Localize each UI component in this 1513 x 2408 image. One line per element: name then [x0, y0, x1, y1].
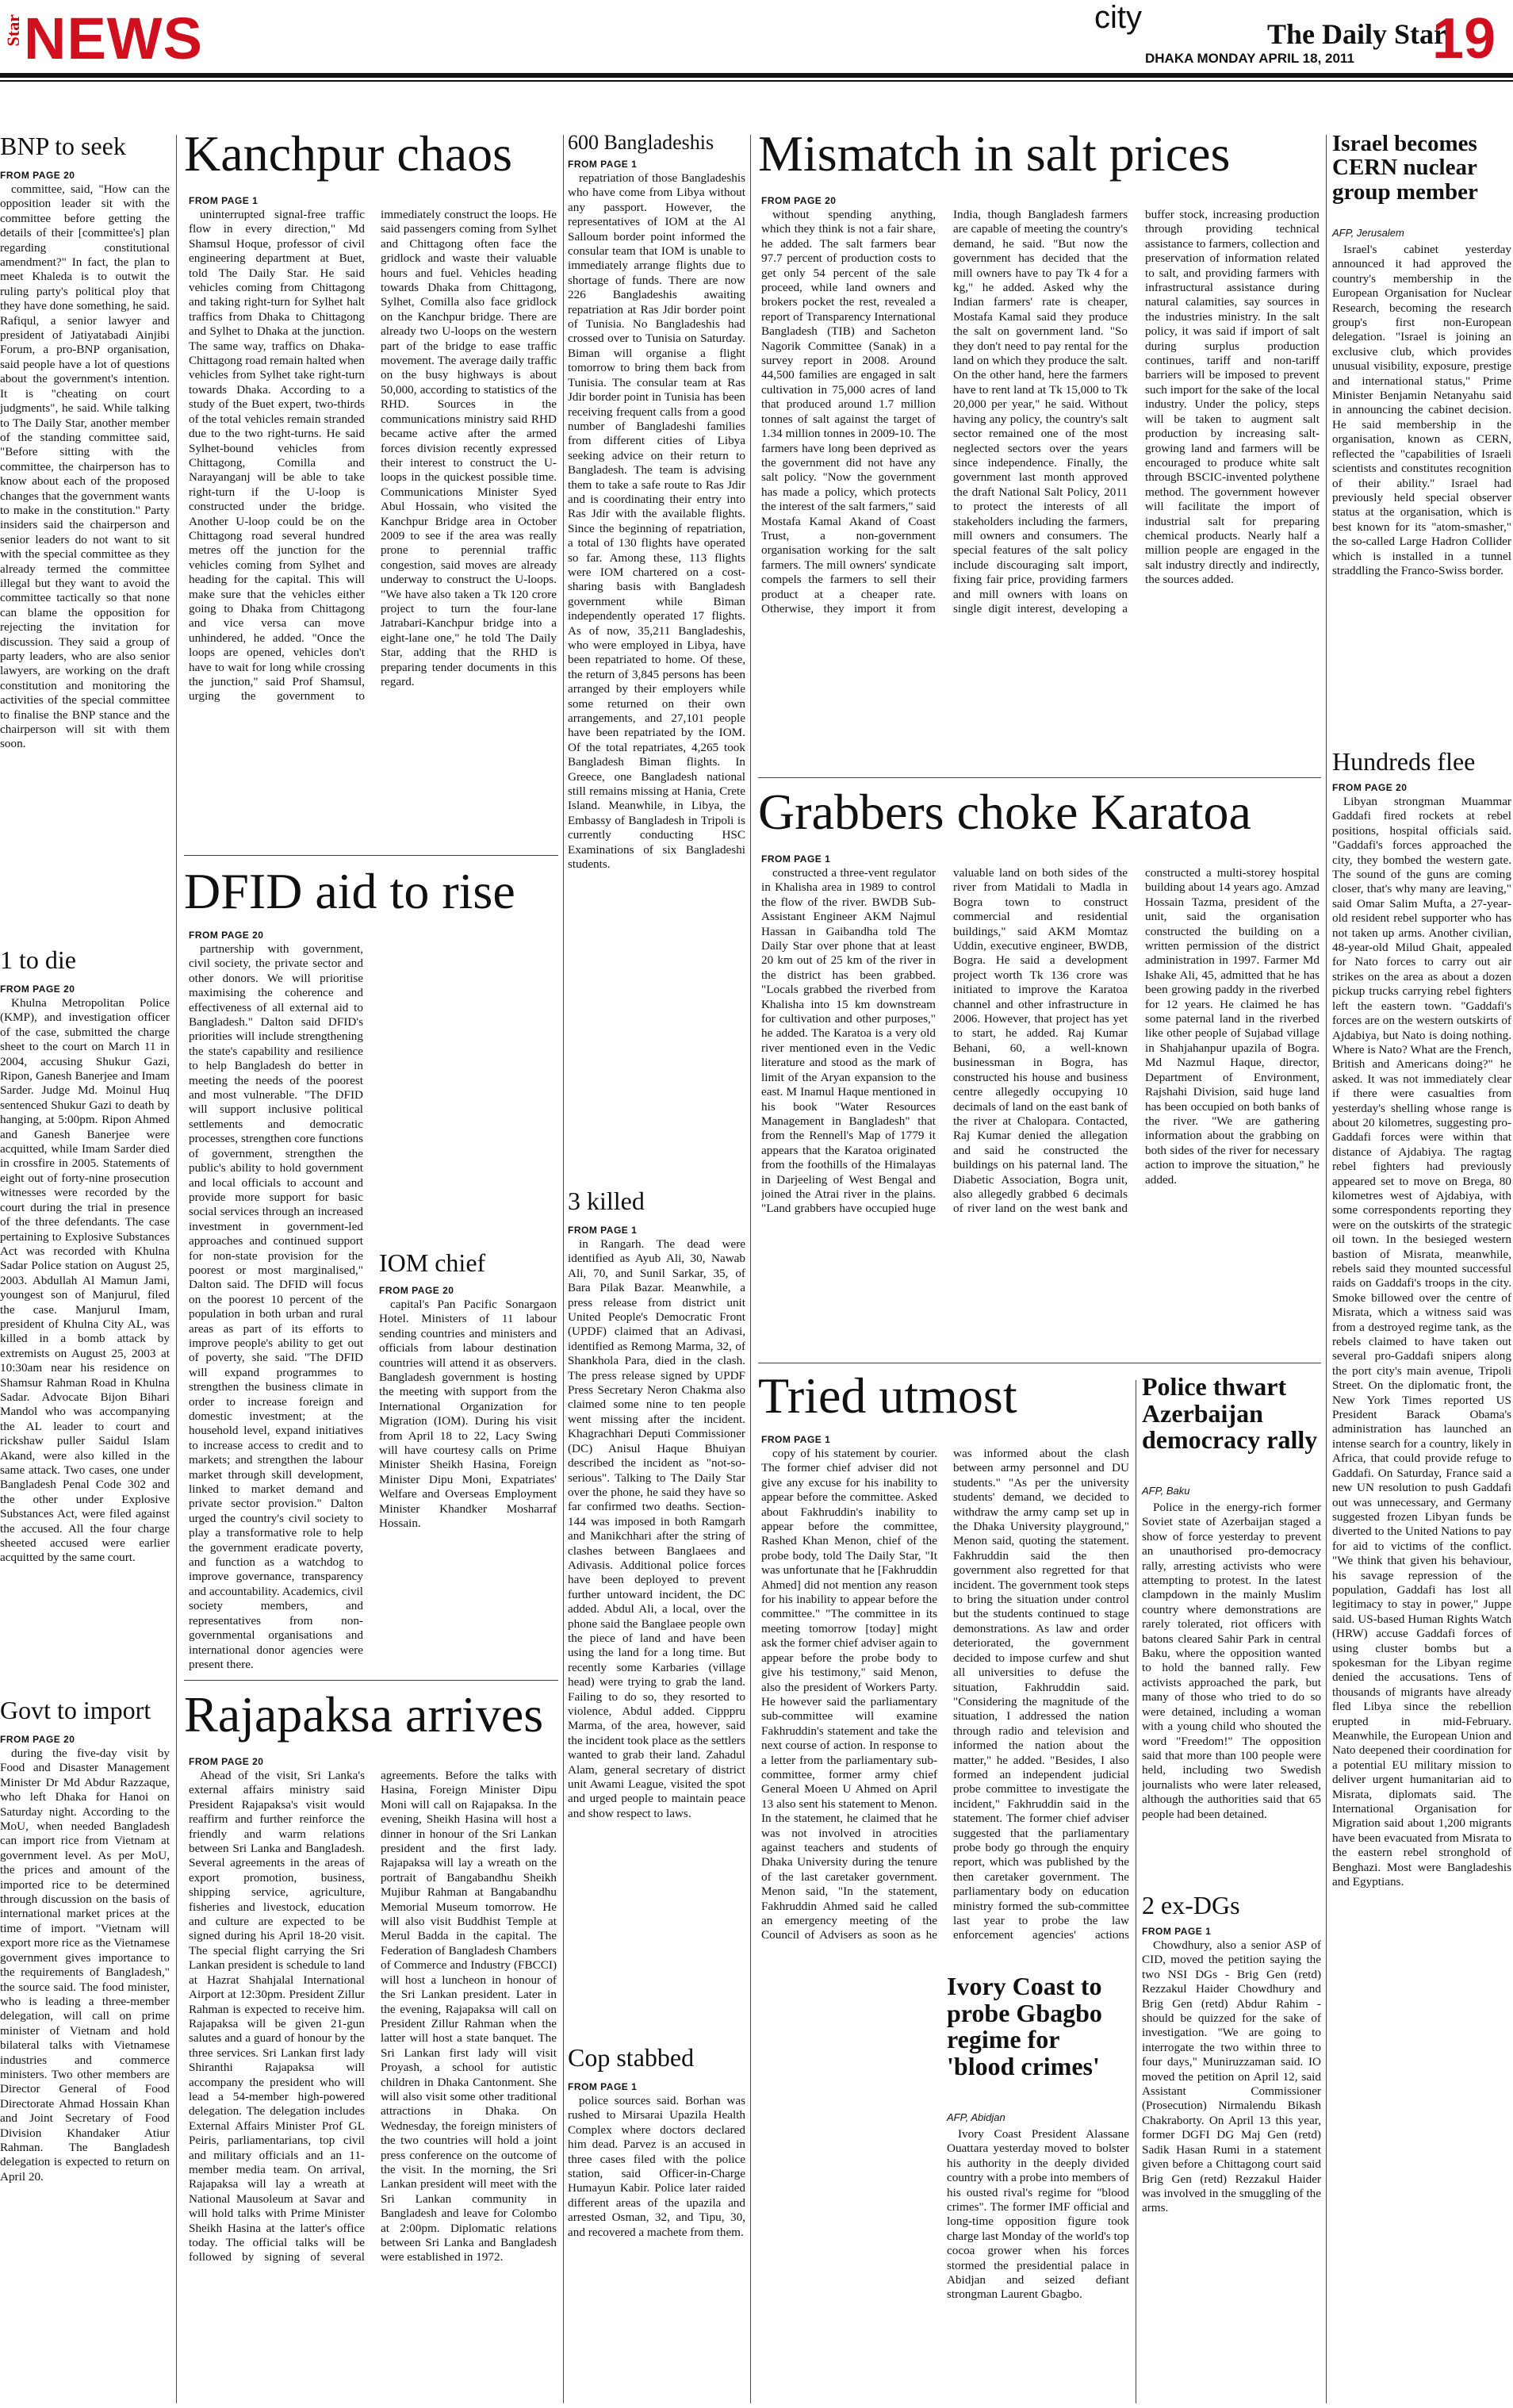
headline-cop-stabbed: Cop stabbed [568, 2043, 695, 2072]
story-azerbaijan-body: Police in the energy-rich former Soviet state of Azerbaijan staged a show of force yesterday to prevent an unauthorised pro-democracy rally, arresting activists who were attempting to protest. In the latest clampdown in the mainly Muslim country where demonstrations are rarely tolerated, riot officers with batons cleared Sahir Park in central Baku, where the opposition wanted to hold the banned rally. Few activists approached the park, but many of those who tried to do so were detained, including a woman with a young child who shouted the word "Freedom!" The opposition said that more than 100 people were held, including two Swedish journalists who were later released, although the authorities said that 65 people had been detained. [1142, 1501, 1321, 1821]
story-cern-body: Israel's cabinet yesterday announced it had approved the country's membership in the European Organisation for Nuclear Research, becoming the research group's first non-European delegation. "Israel is joining an exclusive club, which provides unusual visibility, exposure, prestige and international status," Prime Minister Benjamin Netanyahu said in announcing the cabinet decision. He said membership in the organisation, known as CERN, reflected the "capabilities of Israeli scientists and constitutes recognition of their ability." Israel had previously held special observer status at the organisation, which is best known for its "atom-smasher," the so-called Large Hadron Collider which is installed in a tunnel straddling the Franco-Swiss border. [1332, 243, 1511, 577]
kicker-2-ex-dgs: FROM PAGE 1 [1142, 1926, 1212, 1937]
story-divider [184, 855, 558, 856]
column-rule [563, 135, 564, 2403]
column-rule [750, 135, 751, 2403]
kicker-3-killed: FROM PAGE 1 [568, 1225, 638, 1236]
story-cop-stabbed-body: police sources said. Borhan was rushed to Mirsarai Upazila Health Complex where doctors declared him dead. Parvez is an accused in three cases filed with the police station, said Officer-in-Charge Humayun Kabir. Police later raided different areas of the upazila and arrested Osman, 32, and Tipu, 30, and recovered a machete from them. [568, 2094, 745, 2239]
dateline: DHAKA MONDAY APRIL 18, 2011 [1145, 51, 1354, 66]
story-2-ex-dgs-body: Chowdhury, also a senior ASP of CID, moved the petition saying the two NSI DGs - Brig Gen (retd) Rezzakul Haider Chowdhury and Brig Gen (retd) Abdur Rahim - should be quizzed for the sake of investigation. "We are going to interrogate the two within three to four days," Muniruzzaman said. IO moved the petition on April 12, said Assistant Commissioner (Prosecution) Nirmalendu Bikash Chakraborty. On April 13 this year, former DGFI DG Maj Gen (retd) Sadik Hasan Rumi in a statement given before a Chittagong court said Brig Gen (retd) Rezzakul Haider was involved in the smuggling of the arms. [1142, 1938, 1321, 2215]
kicker-600-bangladeshis: FROM PAGE 1 [568, 159, 638, 170]
subsection-label: city [1094, 0, 1142, 35]
byline-ivory-coast: AFP, Abidjan [947, 2111, 1005, 2123]
headline-govt-to-import: Govt to import [0, 1696, 151, 1724]
headline-grabbers: Grabbers choke Karatoa [758, 784, 1251, 840]
headline-bnp: BNP to seek [0, 132, 126, 160]
headline-azerbaijan: Police thwart Azerbaijan democracy rally [1142, 1372, 1318, 1455]
headline-salt: Mismatch in salt prices [758, 125, 1231, 182]
column-rule [1326, 135, 1327, 2403]
story-iom-body: capital's Pan Pacific Sonargaon Hotel. Ministers of 11 labour sending countries and ministers and officials from labour destination countries will attend it as observers. Bangladesh government is hosting the meeting with support from the International Organization for Migration (IOM). During his visit from April 18 to 22, Lacy Swing will have courtesy calls on Prime Minister Sheikh Hasina, Foreign Minister Dipu Moni, Expatriates' Welfare and Overseas Employment Minister Khandker Mosharraf Hossain. [379, 1298, 557, 1531]
headline-3-killed: 3 killed [568, 1187, 645, 1215]
kicker-1-to-die: FROM PAGE 20 [0, 984, 75, 995]
story-rajapaksa-body: Ahead of the visit, Sri Lanka's external affairs ministry said President Rajapaksa's visit would reaffirm and further reinforce the friendly and warm relations between Sri Lanka and Bangladesh. Several agreements in the areas of export promotion, business, shipping service, agriculture, fisheries and livestock, education and culture are expected to be signed during his April 18-20 visit. The special flight carrying the Sri Lankan president is schedule to land at Hazrat Shahjalal International Airport at 12:30pm. President Zillur Rahman is expected to receive him. Rajapaksa will be given 21-gun salutes and a guard of honour by the three services. Sri Lankan first lady Shiranthi Rajapaksa will accompany the president who will lead a 54-member high-powered delegation. The delegation includes External Affairs Minister Prof GL Peiris, parliamentarians, top civil and military officials and an 11-member media team. On arrival, Rajapaksa will lay a wreath at National Mausoleum at Savar and will hold talks with Prime Minister Sheikh Hasina at the latter's office today. The official talks will be followed by signing of several agreements. Before the talks with Hasina, Foreign Minister Dipu Moni will call on Rajapaksa. In the evening, Sheikh Hasina will host a dinner in honour of the Sri Lankan president and the first lady. Rajapaksa will lay a wreath on the portrait of Bangabandhu Sheikh Mujibur Rahman at Bangabandhu Memorial Museum tomorrow. He will also visit Buddhist Temple at Merul Badda in the capital. The Federation of Bangladesh Chambers of Commerce and Industry (FBCCI) will host a luncheon in honour of the Sri Lankan president. Later in the evening, Rajapaksa will call on President Zillur Rahman when the latter will host a state banquet. The Sri Lankan first lady will visit Proyash, a school for autistic children in Dhaka Cantonment. She will also visit some other traditional attractions in Dhaka. On Wednesday, the foreign ministers of the two countries will hold a joint press conference on the outcome of the visit. In the morning, the Sri Lankan president will meet with the Sri Lankan community in Bangladesh and leave for Colombo at 2:00pm. Diplomatic relations between Sri Lanka and Bangladesh were established in 1972. [189, 1769, 557, 2264]
story-hundreds-flee-body: Libyan strongman Muammar Gaddafi fired rockets at rebel positions, hospital officials said. "Gaddafi's forces approached the city, they bombed the western gate. The sound of the guns are coming closer, that's why many are leaving," said Omar Salim Mufta, a 27-year-old resident rebel supporter who has not taken up arms. Another civilian, 48-year-old Milud Ghait, appealed for Nato forces to carry out air strikes on the area as about a dozen pickup trucks carrying rebel fighters left the eastern town. "Gaddafi's forces are on the western outskirts of Ajdabiya, but Nato is doing nothing. Where is Nato? What are the French, British and Americans doing?" he asked. It was not immediately clear if there were casualties from yesterday's shelling whose range is about 20 kilometres, suggesting pro-Gaddafi forces were within that distance of Ajdabiya. The ragtag rebel fighters had previously appeared set to move on Brega, 80 kilometres west of Ajdabiya, with some correspondents reporting they were on the outskirts of the strategic oil town. In the besieged western bastion of Misrata, meanwhile, rebels said they mounted successful raids on Gaddafi's troops in the city. Smoke billowed over the centre of Misrata, which a witness said was from a destroyed regime tank, as the rebels claimed to have taken out several pro-Gaddafi snipers along the port city's main avenue, Tripoli Street. On the diplomatic front, the New York Times reported US President Barack Obama's administration has launched an intense search for a country, likely in Africa, that could provide refuge to Gaddafi. On Saturday, France said a new UN resolution to push Gaddafi out was unnecessary, and Germany suggested frozen Libyan funds be diverted to the United Nations to pay for aid to victims of the conflict. "We think that given his behaviour, his savage repression of the population, Gaddafi has lost all legitimacy to stay in power," Juppe said. US-based Human Rights Watch (HRW) accuse Gaddafi forces of using cluster bombs but a spokesman for the Libyan regime denied the accusations. Tens of thousands of migrants have already fled Libya since the rebellion erupted in mid-February. Meanwhile, the European Union and Nato deepened their coordination for a potential EU military mission to deliver urgent humanitarian aid to Misrata, diplomats said. The International Organisation for Migration said about 1,200 migrants have been evacuated from Misrata to the eastern rebel stronghold of Benghazi. Most were Bangladeshis and Egyptians. [1332, 795, 1511, 1889]
story-600-bangladeshis-body: repatriation of those Bangladeshis who have come from Libya without any passport. However, the representatives of IOM at the Al Salloum border point informed the consular team that IOM is unable to immediately arrange flights due to shortage of funds. There are now 226 Bangladeshis awaiting repatriation at Ras Jdir border point of Tunisia. No Bangladeshis had crossed over to Tunisia on Saturday. Biman will organise a flight tomorrow to bring them back from Tunisia. The consular team at Ras Jdir border point in Tunisia has been receiving frequent calls from a good number of Bangladeshi families from different cities of Libya seeking advice on their return to Bangladesh. The team is advising them to take a safe route to Ras Jdir and is coordinating their entry into Ras Jdir with the available flights. Since the beginning of repatriation, a total of 130 flights have operated so far. Among these, 113 flights were IOM chartered on a cost-sharing basis with Bangladesh government while Biman independently operated 17 flights. As of now, 35,211 Bangladeshis, who were employed in Libya, have been repatriated to home. Of these, the return of 3,845 persons has been arranged by their employers while some returned on their own arrangements, and 27,101 people have been repatriated by the IOM. Of the total repatriates, 4,265 took Bangladesh Biman flights. In Greece, one Bangladesh national still remains missing at Hania, Crete Island. Meanwhile, in Libya, the Embassy of Bangladesh in Tripoli is currently conducting HSC Examinations of six Bangladeshi students. [568, 171, 745, 872]
star-logo: Star [3, 14, 23, 47]
byline-cern: AFP, Jerusalem [1332, 227, 1404, 239]
headline-2-ex-dgs: 2 ex-DGs [1142, 1891, 1240, 1919]
headline-ivory-coast: Ivory Coast to probe Gbagbo regime for 'blood crimes' [947, 1972, 1102, 2080]
kicker-tried-utmost: FROM PAGE 1 [761, 1434, 831, 1445]
story-3-killed-body: in Rangarh. The dead were identified as Ayub Ali, 30, Nawab Ali, 70, and Sunil Sarkar, 35, of Bara Pilak Bazar. Meanwhile, a press release from district unit United People's Democratic Front (UPDF) claimed that an Adivasi, identified as Remong Marma, 32, of Shankhola Para, died in the clash. The press release signed by UPDF Press Secretary Neron Chakma also claimed some nine to ten people went missing after the incident. Khagrachhari Deputi Commissioner (DC) Anisul Haque Bhuiyan described the incident as "not-so-serious". Talking to The Daily Star over the phone, he said they have so far confirmed two deaths. Section-144 was imposed in both Ramgarh and Manikchhari after the string of clashes between Banglaees and Adivasis. Additional police forces have been deployed to prevent further untoward incident, the DC added. Abdul Ali, a local, over the phone said the Banglaee people own the piece of land and have been using the land for a long time. But recently some Karbaries (village head) were trying to grab the land. Failing to do so, they resorted to violence, Abdul added. Cipppru Marma, of the area, however, said the incident took place as the settlers wanted to grab their land. Zahadul Alam, general secretary of district unit Awami League, visited the spot and urged people to maintain peace and show respect to laws. [568, 1237, 745, 1820]
story-dfid-body: partnership with government, civil society, the private sector and other donors. We will prioritise maximising the coherence and effectiveness of all external aid to Bangladesh." Dalton said DFID's priorities will include strengthening the state's capability and resilience to help Bangladesh do better in meeting the needs of the poorest and most vulnerable. "The DFID will support inclusive political settlements and democratic processes, strengthen core functions of government, strengthen the public's ability to hold government and local officials to account and provide more support for basic social services through an increased investment in government-led approaches and continued support for non-state provision for the poorest or most marginalised," Dalton said. The DFID will focus on the poorest 10 percent of the population in both urban and rural areas as part of its efforts to improve people's ability to get out of poverty, she said. "The DFID will expand programmes to strengthen the business climate in order to increase foreign and domestic investment; at the household level, expand initiatives to increase access to credit and to markets; and strengthen the labour market through skill development, linked to market demand and private sector provision." Dalton urged the country's civil society to play a transformative role to help the government eradicate poverty, and function as a watchdog to improve governance, transparency and accountability. Academics, civil society members, and representatives from non-governmental organisations and international donor agencies were present there. [189, 942, 363, 1671]
story-divider [184, 1680, 558, 1681]
kicker-kanchpur: FROM PAGE 1 [189, 195, 259, 206]
headline-rajapaksa: Rajapaksa arrives [184, 1686, 544, 1743]
kicker-cop-stabbed: FROM PAGE 1 [568, 2081, 638, 2092]
story-kanchpur-body: uninterrupted signal-free traffic flow in every direction," Md Shamsul Hoque, professor of civil engineering department at Buet, told The Daily Star. He said vehicles coming from Chittagong and taking right-turn for Sylhet halt traffics from Dhaka to Chittagong and Sylhet to Dhaka at the junction. The same way, traffics on Dhaka-Chittagong road remain halted when vehicles from Sylhet take right-turn towards Dhaka. According to a study of the Buet expert, two-thirds of the total vehicles remain stranded due to the two right-turns. He said Sylhet-bound vehicles from Chittagong, Comilla and Narayanganj will be able to take right-turn if the U-loop is constructed under the bridge. Another U-loop could be on the Chittagong road several hundred metres off the junction for the vehicles coming from Sylhet and heading for the capital. This will make sure that the vehicles either going to Dhaka from Chittagong and vice versa can move unhindered, he added. "Once the loops are opened, vehicles don't have to wait for long while crossing the junction," said Prof Shamsul, urging the government to immediately construct the loops. He said passengers coming from Sylhet and Chittagong often face the gridlock and waste their valuable hours and fuel. Vehicles heading towards Dhaka from Chittagong, Sylhet, Comilla also face gridlock on the Kanchpur bridge. There are already two U-loops on the western part of the bridge to ease traffic movement. The average daily traffic on the busy highways is about 50,000, according to statistics of the RHD. Sources in the communications ministry said RHD became active after the armed forces division recently expressed their interest to construct the U-loops in the quickest possible time. Communications Minister Syed Abul Hossain, who visited the Kanchpur Bridge area in October 2009 to see if the area was really prone to perennial traffic congestion, said moves are already underway to construct the U-loops. "We have also taken a Tk 120 crore project to turn the four-lane Jatrabari-Kanchpur bridge into a eight-lane one," he told The Daily Star, adding that the RHD is preparing tender documents in this regard. [189, 208, 557, 704]
story-grabbers-body: constructed a three-vent regulator in Khalisha area in 1989 to control the flow of the river. BWDB Sub-Assistant Engineer AKM Najmul Hassan in Gaibandha told The Daily Star over phone that at least 20 km out of 25 km of the river in the district has been grabbed. "Locals grabbed the riverbed from Khalisha into 15 km downstream for cultivation and other purposes," he added. The Karatoa is a very old river mentioned even in the Vedic literature and stood as the mark of limit of the Aryan expansion to the east. M Inamul Haque mentioned in his book "Water Resources Management in Bangladesh" that from the Rennell's Map of 1779 it appears that the Karatoa originated from the foothills of the Himalayas in Darjeeling of West Bengal and joined the Atrai river in the plains. "Land grabbers have occupied huge valuable land on both sides of the river from Matidali to Madla in Bogra town to construct commercial and residential buildings," said AKM Momtaz Uddin, executive engineer, BWDB, Bogra. He said a development project worth Tk 136 crore was initiated to improve the Karatoa channel and other infrastructure in 2006. However, that project has yet to start, he added. Raj Kumar Behani, 60, a well-known businessman in Bogra, has constructed his house and business centre allegedly occupying 10 decimals of land on the east bank of the river at Chalopara. Contacted, Raj Kumar denied the allegation and said he constructed the buildings on his paternal land. The Diabetic Association, Bogra unit, also allegedly grabbed 6 decimals of river land on the west bank and constructed a multi-storey hospital building about 14 years ago. Amzad Hossain Tazma, president of the unit, said the organisation constructed the building on a written permission of the district administration in 1997. Farmer Md Ishake Ali, 45, admitted that he has been growing paddy in the riverbed for 12 years. He claimed he has some paternal land in the riverbed like other people of Sujabad village in Shahjahanpur upazila of Bogra. Md Nazmul Haque, director, Department of Environment, Rajshahi Division, said huge land has been occupied on both banks of the river. "We are gathering information about the grabbing on both sides of the river for necessary action to improve the situation," he added. [761, 866, 1320, 1216]
kicker-dfid: FROM PAGE 20 [189, 930, 264, 941]
masthead-rule-thin [0, 80, 1513, 82]
story-bnp-body: committee, said, "How can the opposition leader sit with the committee before getting the details of their [committee's] plan regarding constitutional amendment?" In fact, the plan to meet Khaleda is to outwit the ruling party's political ploy that they have done something, he said. Rafiqul, a senior lawyer and president of Jatiyatabadi Ainjibi Forum, a pro-BNP organisation, said people have a lot of questions about the government's intention. It is "cheating on court judgments", he said. While talking to The Daily Star, another member of the standing committee said, "Before sitting with the committee, the chairperson has to know about each of the proposed changes that the government wants to make in the constitution." Party insiders said the chairperson and senior leaders do not want to sit with the special committee as they already termed the committee illegal but they want to avoid the committee tactically so that none can blame the opposition for rejecting the invitation for discussion. They said a group of party leaders, who are also senior lawyers, are working on the draft constitution and monitoring the activities of the special committee to finalise the BNP stance and the chairperson will sit with them soon. [0, 182, 170, 751]
headline-iom: IOM chief [379, 1248, 486, 1277]
headline-tried-utmost: Tried utmost [758, 1367, 1017, 1424]
paper-name: The Daily Star [1267, 18, 1447, 50]
section-title: NEWS [24, 6, 203, 71]
story-tried-utmost-body: copy of his statement by courier. The former chief adviser did not give any excuse for his inability to appear before the committee. Asked about Fakhruddin's inability to appear before the committee, Rashed Khan Menon, chief of the probe body, told The Daily Star, "It was unfortunate that he [Fakhruddin Ahmed] did not mention any reason for his inability to appear before the committee." "The committee in its meeting tomorrow [today] might ask the former chief adviser again to appear before the probe body to give his testimony," said Menon, also the president of Workers Party. He however said the parliamentary sub-committee will examine Fakhruddin's statement and take the next course of action. In response to a letter from the parliamentary sub-committee, former army chief General Moeen U Ahmed on April 13 also sent his statement to Menon. In the statement, he claimed that he was not involved in atrocities against teachers and students of Dhaka University during the tenure of the last caretaker government. Menon said, "In the statement, Fakhruddin Ahmed said he called an emergency meeting of the Council of Advisers as soon as he was informed about the clash between army personnel and DU students." "As per the university students' demand, we decided to withdraw the army camp set up in the Dhaka University playground," Menon said, quoting the statement. Fakhruddin said the then government also regretted for that incident. The government took steps to bring the situation under control but the students continued to stage demonstrations. As law and order deteriorated, the government decided to impose curfew and shut all universities to defuse the situation, Fakhruddin said. "Considering the magnitude of the situation, I addressed the nation through radio and television and informed the nation about the matter," he added. "Besides, I also formed an independent judicial probe committee to investigate the incident," Fakhruddin said in the statement. The former chief adviser suggested that the parliamentary probe body go through the enquiry report, which was published by the then caretaker government. The parliamentary body on education ministry formed the sub-committee last year to probe the law enforcement agencies' actions [761, 1447, 1129, 1942]
byline-azerbaijan: AFP, Baku [1142, 1485, 1190, 1497]
story-salt-body: without spending anything, which they think is not a fair share, he added. The salt farmers bear 97.7 percent of production costs to get only 54 percent of the sale proceed, while land owners and brokers pocket the rest, revealed a report of Transparency International Bangladesh (TIB) and Sacheton Nagorik Committee (Sanak) in a survey report in 2008. Around 44,500 families are engaged in salt cultivation in 75,000 acres of land that produced around 1.7 million tonnes of salt against the target of 1.34 million tonnes in 2009-10. The farmers have long been deprived as the government did not have any salt policy. "Now the government has made a policy, which protects the interest of the salt farmers," said Mostafa Kamal Akand of Coast Trust, a non-government organisation working for the salt farmers. The mill owners' syndicate compels the farmers to sell their product at a cheaper rate. Otherwise, they import it from India, though Bangladesh farmers are capable of meeting the country's demand, he said. "But now the government has decided that the mill owners have to pay Tk 4 for a kg," he added. Asked why the Indian farmers' rate is cheaper, Mostafa Kamal said they produce the salt on government land. "So they don't need to pay rental for the land on which they produce the salt. On the other hand, here the farmers have to rent land at Tk 15,000 to Tk 20,000 per year," he said. Without having any policy, the country's salt sector remained one of the most neglected sectors over the years since independence. Finally, the government last month approved the draft National Salt Policy, 2011 to protect the interests of all stakeholders including the farmers, mill owners and consumers. The special features of the salt policy include discouraging salt import, fixing fair price, providing farmers and mill owners with loans on single digit interest, developing a buffer stock, increasing production through providing technical assistance to farmers, collection and preservation of information related to salt, and providing farmers with infrastructural assistance during natural calamities, say sources in the industries ministry. In the salt policy, it was said if import of salt during surplus production continues, tariff and non-tariff barriers will be imposed to prevent such import for the sake of the local industry. Under the policy, steps will be taken to augment salt production by increasing salt-growing land and farmers will be encouraged to produce white salt through BSCIC-invented polythene method. The government however will facilitate the import of industrial salt for preparing chemical products. Nearly half a million people are engaged in the salt industry directly and indirectly, the sources added. [761, 208, 1320, 615]
story-govt-to-import-body: during the five-day visit by Food and Disaster Management Minister Dr Md Abdur Razzaque, who left Dhaka for Hanoi on Saturday night. According to the MoU, when needed Bangladesh can import rice from Vietnam at government level. As per MoU, the prices and amount of the imported rice to be determined through discussion on the basis of international market prices at the time of import. "Vietnam will export more rice as the Vietnamese government gives importance to the requirements of Bangladesh," the source said. The food minister, who is leading a three-member delegation, will call on prime minister of Vietnam and hold bilateral talks with Vietnamese industries and commerce ministers. Two other members are Director General of Food Directorate Ahmad Hossain Khan and Joint Secretary of Food Division Khandaker Atiur Rahman. The Bangladesh delegation is expected to return on April 20. [0, 1747, 170, 2184]
column-rule [176, 135, 177, 2403]
headline-hundreds-flee: Hundreds flee [1332, 747, 1476, 776]
headline-dfid: DFID aid to rise [184, 863, 515, 919]
kicker-iom: FROM PAGE 20 [379, 1285, 454, 1296]
kicker-rajapaksa: FROM PAGE 20 [189, 1756, 264, 1767]
kicker-grabbers: FROM PAGE 1 [761, 853, 831, 865]
headline-1-to-die: 1 to die [0, 945, 76, 974]
story-divider [758, 777, 1321, 778]
masthead-rule [0, 73, 1513, 78]
headline-kanchpur: Kanchpur chaos [184, 125, 513, 182]
headline-cern: Israel becomes CERN nuclear group member [1332, 131, 1478, 205]
kicker-salt: FROM PAGE 20 [761, 195, 837, 206]
story-ivory-coast-body: Ivory Coast President Alassane Ouattara yesterday moved to bolster his authority in the deeply divided country with a probe into members of his ousted rival's regime for "blood crimes". The former IMF official and long-time opposition figure took charge last Monday of the world's top cocoa grower when his forces stormed the presidential palace in Abidjan and seized defiant strongman Laurent Gbagbo. [947, 2127, 1129, 2302]
headline-600-bangladeshis: 600 Bangladeshis [568, 131, 714, 154]
page-number: 19 [1432, 7, 1496, 71]
kicker-bnp: FROM PAGE 20 [0, 170, 75, 181]
story-1-to-die-body: Khulna Metropolitan Police (KMP), and investigation officer of the case, submitted the charge sheet to the court on March 11 in 2004, accusing Shukur Gazi, Ripon, Ganesh Banerjee and Imam Sarder. Judge Md. Moinul Huq sentenced Shukur Gazi to death by hanging, at 5:00pm. Ripon Ahmed and Ganesh Banerjee were acquitted, while Imam Sarder died in crossfire in 2005. Statements of eight out of forty-nine prosecution witnesses were recorded by the court during the trial in presence of the three defendants. The case pertaining to Explosive Substances Act was recorded with Khulna Sadar Police station on August 25, 2003. Abdullah Al Mamun Jami, youngest son of Manjurul, filed the case. Manjurul Imam, president of Khulna City AL, was killed in a bomb attack by extremists on August 25, 2003 at 10:30am near his residence on Shamsur Rahman Road in Khulna Sadar. Advocate Bijon Bihari Mandol who was accompanying the AL leader to court and rickshaw puller Saidul Islam Akand, were also killed in the same attack. Two cases, one under Bangladesh Penal Code 302 and the other under Explosive Substances Act, were filed against the accused. All the four charge sheeted accused were earlier acquitted by the same court. [0, 996, 170, 1565]
kicker-hundreds-flee: FROM PAGE 20 [1332, 782, 1408, 793]
kicker-govt-to-import: FROM PAGE 20 [0, 1734, 75, 1745]
